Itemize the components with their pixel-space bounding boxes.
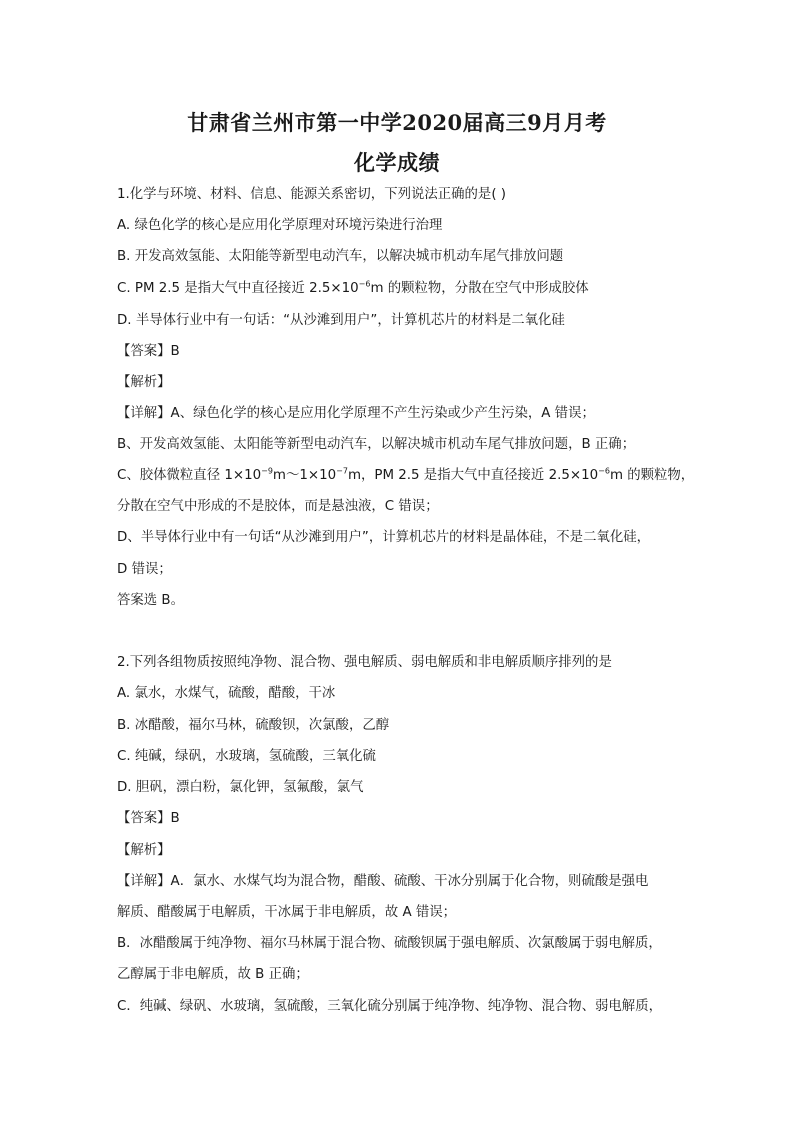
q2-answer: 【答案】B [117, 811, 180, 826]
q1-option-d: D. 半导体行业中有一句话：“从沙滩到用户”，计算机芯片的材料是二氧化硅 [117, 313, 565, 328]
q1-detail-c-text2: m～1×10 [272, 468, 337, 483]
q2-detail-b-line1: B．冰醋酸属于纯净物、福尔马林属于混合物、硫酸钡属于强电解质、次氯酸属于弱电解质， [117, 936, 662, 951]
q1-answer: 【答案】B [117, 344, 180, 359]
q1-detail-c-text: C、胶体微粒直径 1×10 [117, 468, 262, 483]
q1-detail-a: 【详解】A、绿色化学的核心是应用化学原理不产生污染或少产生污染，A 错误； [117, 406, 595, 421]
q1-detail-b: B、开发高效氢能、太阳能等新型电动汽车，以解决城市机动车尾气排放问题，B 正确； [117, 437, 636, 452]
q2-analysis-heading: 【解析】 [117, 843, 171, 858]
q1-detail-c-text4: m 的颗粒物， [609, 468, 695, 483]
q1-stem: 1.化学与环境、材料、信息、能源关系密切，下列说法正确的是( ) [117, 187, 507, 202]
q1-option-c-text-end: m 的颗粒物，分散在空气中形成胶体 [370, 281, 589, 296]
q2-detail-a-line2: 解质、醋酸属于电解质，干冰属于非电解质，故 A 错误； [117, 905, 457, 920]
q2-option-c: C. 纯碱，绿矾，水玻璃，氢硫酸，三氧化硫 [117, 749, 376, 764]
q1-detail-d-line1: D、半导体行业中有一句话“从沙滩到用户”，计算机芯片的材料是晶体硅，不是二氧化硅， [117, 530, 651, 545]
q1-option-c-exponent: −6 [358, 279, 371, 289]
q2-option-d: D. 胆矾，漂白粉，氯化钾，氢氟酸，氯气 [117, 780, 364, 795]
q2-option-b: B. 冰醋酸，福尔马林，硫酸钡，次氯酸，乙醇 [117, 718, 390, 733]
q2-detail-a-line1: 【详解】A．氯水、水煤气均为混合物，醋酸、硫酸、干冰分别属于化合物，则硫酸是强电 [117, 874, 649, 889]
q1-detail-c-line1 [117, 466, 695, 486]
q1-detail-d-line2: D 错误； [117, 562, 172, 577]
q1-detail-c-exp1: −9 [261, 466, 273, 476]
q1-detail-c-line2: 分散在空气中形成的不是胶体，而是悬浊液，C 错误； [117, 499, 439, 514]
q1-analysis-heading: 【解析】 [117, 375, 171, 390]
q1-option-c-text: C. PM 2.5 是指大气中直径接近 2.5×10 [117, 281, 359, 296]
q1-option-c [117, 279, 682, 299]
q2-detail-b-line2: 乙醇属于非电解质，故 B 正确； [117, 967, 309, 982]
q1-detail-c-exp3: −6 [598, 466, 610, 476]
q2-option-a: A. 氯水，水煤气，硫酸，醋酸，干冰 [117, 686, 336, 701]
q1-detail-c-exp2: −7 [336, 466, 348, 476]
page-subtitle: 化学成绩 [354, 150, 440, 175]
q2-detail-c-line1: C．纯碱、绿矾、水玻璃，氢硫酸，三氧化硫分别属于纯净物、纯净物、混合物、弱电解质， [117, 999, 662, 1014]
page-title: 甘肃省兰州市第一中学2020届高三9月月考 [187, 110, 607, 135]
q1-option-b: B. 开发高效氢能、太阳能等新型电动汽车，以解决城市机动车尾气排放问题 [117, 249, 564, 264]
q1-detail-c-text3: m，PM 2.5 是指大气中直径接近 2.5×10 [347, 468, 599, 483]
q2-stem: 2.下列各组物质按照纯净物、混合物、强电解质、弱电解质和非电解质顺序排列的是 [117, 655, 612, 670]
q1-option-a: A. 绿色化学的核心是应用化学原理对环境污染进行治理 [117, 218, 443, 233]
q1-conclusion: 答案选 B。 [117, 593, 185, 608]
